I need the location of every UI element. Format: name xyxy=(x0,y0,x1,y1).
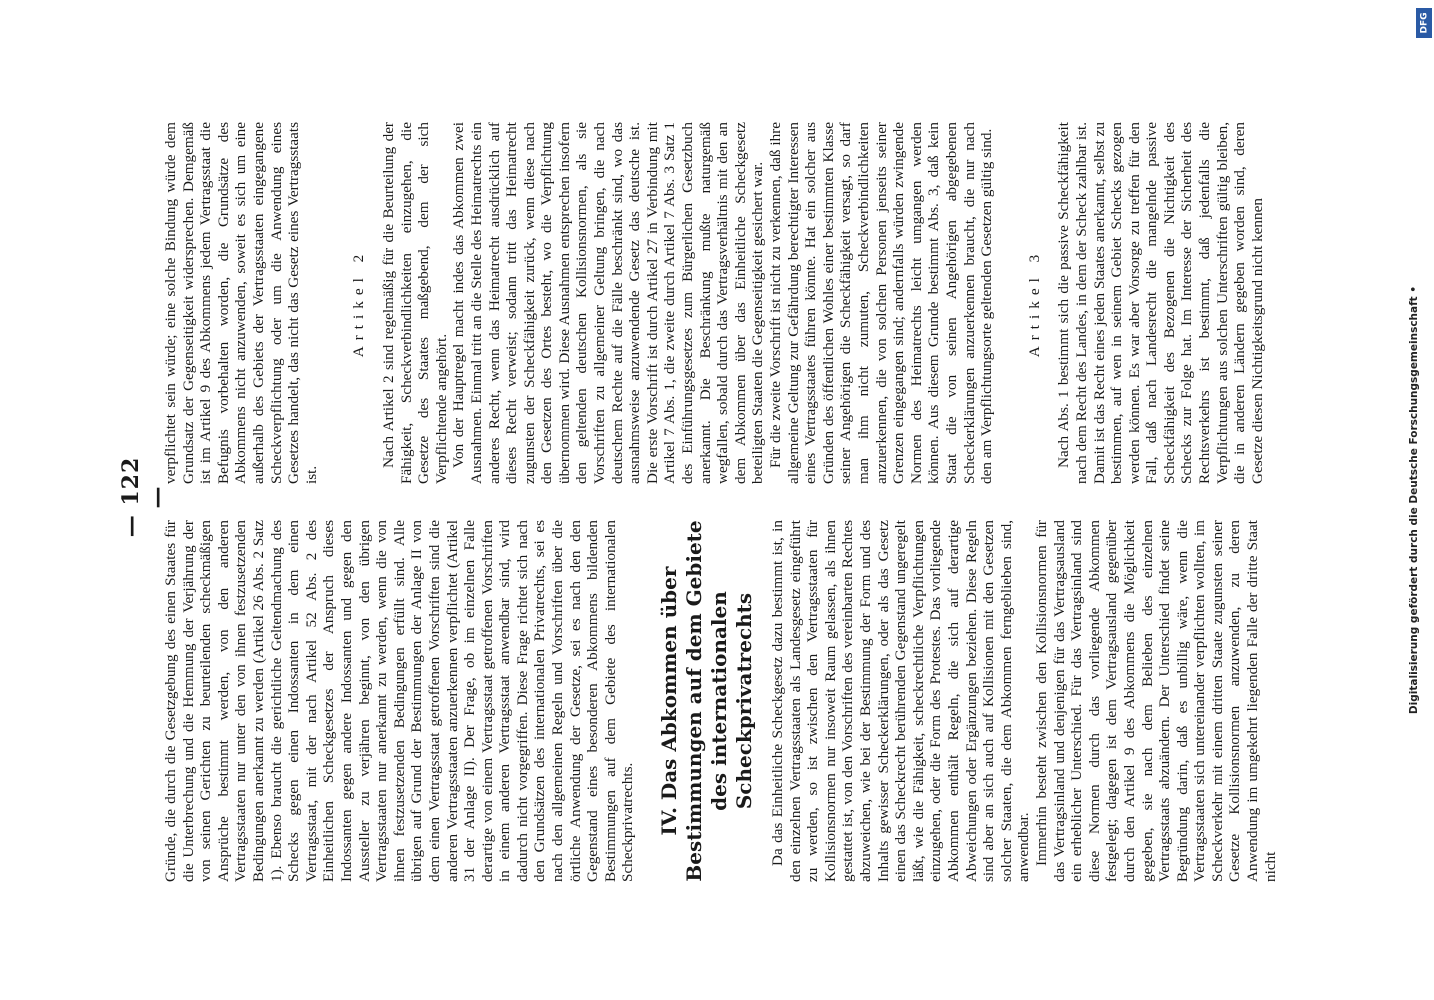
paragraph: Von der Hauptregel macht indes das Abkommen zwei Ausnahmen. Einmal tritt an die Stelle des Heimatrechts ein anderes Recht, wenn das Heimatrecht ausdrücklich auf dieses Recht verweist; sodann tritt das Heimatrecht zugunsten der Scheckfähigkeit zurück, wenn diese nach den Gesetzen des Ortes besteht, wo die Verpflichtung übernommen wird. Diese Ausnahmen entsprechen insofern den geltenden deutschen Kollisionsnormen, als sie Vorschriften zu allgemeiner Geltung bringen, die nach deutschem Rechte auf die Fälle beschränkt sind, wo das ausnahmsweise anzuwendende Gesetz das deutsche ist. Die erste Vorschrift ist durch Artikel 27 in Verbindung mit Artikel 7 Abs. 1, die zweite durch Artikel 7 Abs. 3 Satz 1 des Einführungsgesetzes zum Bürgerlichen Gesetzbuch anerkannt. Die Beschränkung mußte naturgemäß wegfallen, sobald durch das Vertragsverhältnis mit den an dem Abkommen über das Einheitliche Scheckgesetz beteiligten Staaten die Gegenseitigkeit gesichert war. xyxy=(450,122,767,484)
paragraph: Da das Einheitliche Scheckgesetz dazu bestimmt ist, in den einzelnen Vertragsstaaten als Landesgesetz eingeführt zu werden, so ist zwischen den Vertragsstaaten für Kollisionsnormen nur insoweit Raum gelassen, als ihnen gestattet ist, von den Vorschriften des vereinbarten Rechtes abzuweichen, wie bei der Bestimmung der Form und des Inhalts gewisser Scheckerklärungen, oder als das Gesetz einen das Scheckrecht berührenden Gegenstand ungeregelt läßt, wie die Fähigkeit, scheckrechtliche Verpflichtungen einzugehen, oder die Form des Protestes. Das vorliegende Abkommen enthält Regeln, die sich auf derartige Abweichungen oder Ergänzungen beziehen. Diese Regeln sind aber an sich auch auf Kollisionen mit den Gesetzen solcher Staaten, die dem Abkommen ferngeblieben sind, anwendbar. xyxy=(769,520,1033,882)
scanned-page xyxy=(100,112,1300,882)
paragraph: Nach Artikel 2 sind regelmäßig für die Beurteilung der Fähigkeit, Scheckverbindlichkeiten einzugehen, die Gesetze des Staates maßgebend, dem der sich Verpflichtende angehört. xyxy=(379,122,450,484)
paragraph: Immerhin besteht zwischen den Kollisionsnormen für das Vertragsinland und denjenigen für das Vertragsausland ein erheblicher Unterschied. Für das Vertragsinland sind diese Normen durch das vorliegende Abkommen festgelegt; dagegen ist dem Vertragsausland gegenüber durch den Artikel 9 des Abkommens die Möglichkeit gegeben, sie nach dem Belieben des einzelnen Vertragsstaats abzuändern. Der Unterschied findet seine Begründung darin, daß es unbillig wäre, wenn die Vertragsstaaten sich untereinander verpflichten wollten, im Scheckverkehr mit einem dritten Staate zugunsten seiner Gesetze Kollisionsnormen anzuwenden, zu deren Anwendung im umgekehrt liegenden Falle der dritte Staat nicht xyxy=(1032,520,1279,882)
section-heading: IV. Das Abkommen über Bestimmungen auf dem Gebiete des internationalen Scheckprivatrechts xyxy=(657,520,757,882)
dfg-logo xyxy=(1416,8,1432,38)
dfg-logo-text: DFG xyxy=(1419,12,1430,34)
digitization-credit: Digitalisierung gefördert durch die Deutsche Forschungsgemeinschaft • xyxy=(1408,285,1420,715)
paragraph: Für die zweite Vorschrift ist nicht zu verkennen, daß ihre allgemeine Geltung zur Gefährdung berechtigter Interessen eines Vertragsstaates führen könnte. Hat ein solcher aus Gründen des öffentlichen Wohles einer bestimmten Klasse seiner Angehörigen die Scheckfähigkeit versagt, so darf man ihm nicht zumuten, Scheckverbindlichkeiten anzuerkennen, die von solchen Personen jenseits seiner Grenzen eingegangen sind; andernfalls würden zwingende Normen des Heimatrechts leicht umgangen werden können. Aus diesem Grunde bestimmt Abs. 3, daß kein Staat die von seinen Angehörigen abgegebenen Scheckerklärungen anzuerkennen braucht, die nur nach den am Verpflichtungsorte geltenden Gesetzen gültig sind. xyxy=(767,122,996,484)
article-heading: Artikel 3 xyxy=(1025,248,1043,358)
page-number: — 122 — xyxy=(118,456,170,538)
paragraph: verpflichtet sein würde; eine solche Bindung würde dem Grundsatz der Gegenseitigkeit widersprechen. Demgemäß ist im Artikel 9 des Abkommens jedem Vertragsstaat die Befugnis vorbehalten worden, die Grundsätze des Abkommens nicht anzuwenden, soweit es sich um eine außerhalb des Gebiets der Vertragsstaaten eingegangene Scheckverpflichtung oder um die Anwendung eines Gesetzes handelt, das nicht das Gesetz eines Vertragsstaats ist. xyxy=(162,122,320,484)
paragraph: Gründe, die durch die Gesetzgebung des einen Staates für die Unterbrechung und die Hemmung der Verjährung der von seinen Gerichten zu beurteilenden scheckmäßigen Ansprüche bestimmt werden, von den anderen Vertragsstaaten nur unter den von ihnen festzusetzenden Bedingungen anerkannt zu werden (Artikel 26 Abs. 2 Satz 1). Ebenso braucht die gerichtliche Geltendmachung des Schecks gegen einen Indossanten in dem einen Vertragsstaat, mit der nach Artikel 52 Abs. 2 des Einheitlichen Scheckgesetzes der Anspruch dieses Indossanten gegen andere Indossanten und gegen den Aussteller zu verjähren beginnt, von den übrigen Vertragsstaaten nur anerkannt zu werden, wenn die von ihnen festzusetzenden Bedingungen erfüllt sind. Alle übrigen auf Grund der Bestimmungen der Anlage II von dem einen Vertragsstaat getroffenen Vorschriften sind die anderen Vertragsstaaten anzuerkennen verpflichtet (Artikel 31 der Anlage II). Der Frage, ob im einzelnen Falle derartige von einem Vertragsstaat getroffenen Vorschriften in einem anderen Vertragsstaat anwendbar sind, wird dadurch nicht vorgegriffen. Diese Frage richtet sich nach den Grundsätzen des internationalen Privatrechts, sei es nach den allgemeinen Regeln und Vorschriften über die örtliche Anwendung der Gesetze, sei es nach den den Gegenstand eines besonderen Abkommens bildenden Bestimmungen auf dem Gebiete des internationalen Scheckprivatrechts. xyxy=(162,520,637,882)
paragraph: Nach Abs. 1 bestimmt sich die passive Scheckfähigkeit nach dem Recht des Landes, in dem der Scheck zahlbar ist. Damit ist das Recht eines jeden Staates anerkannt, selbst zu bestimmen, auf wen in seinem Gebiet Schecks gezogen werden können. Es war aber Vorsorge zu treffen für den Fall, daß nach Landesrecht die mangelnde passive Scheckfähigkeit des Bezogenen die Nichtigkeit des Schecks zur Folge hat. Im Interesse der Sicherheit des Rechtsverkehrs ist bestimmt, daß jedenfalls die Verpflichtungen aus solchen Unterschriften gültig bleiben, die in anderen Ländern gegeben worden sind, deren Gesetze diesen Nichtigkeitsgrund nicht kennen xyxy=(1055,122,1266,484)
left-column xyxy=(162,520,1279,882)
right-column xyxy=(162,122,1266,484)
article-heading: Artikel 2 xyxy=(350,248,368,358)
